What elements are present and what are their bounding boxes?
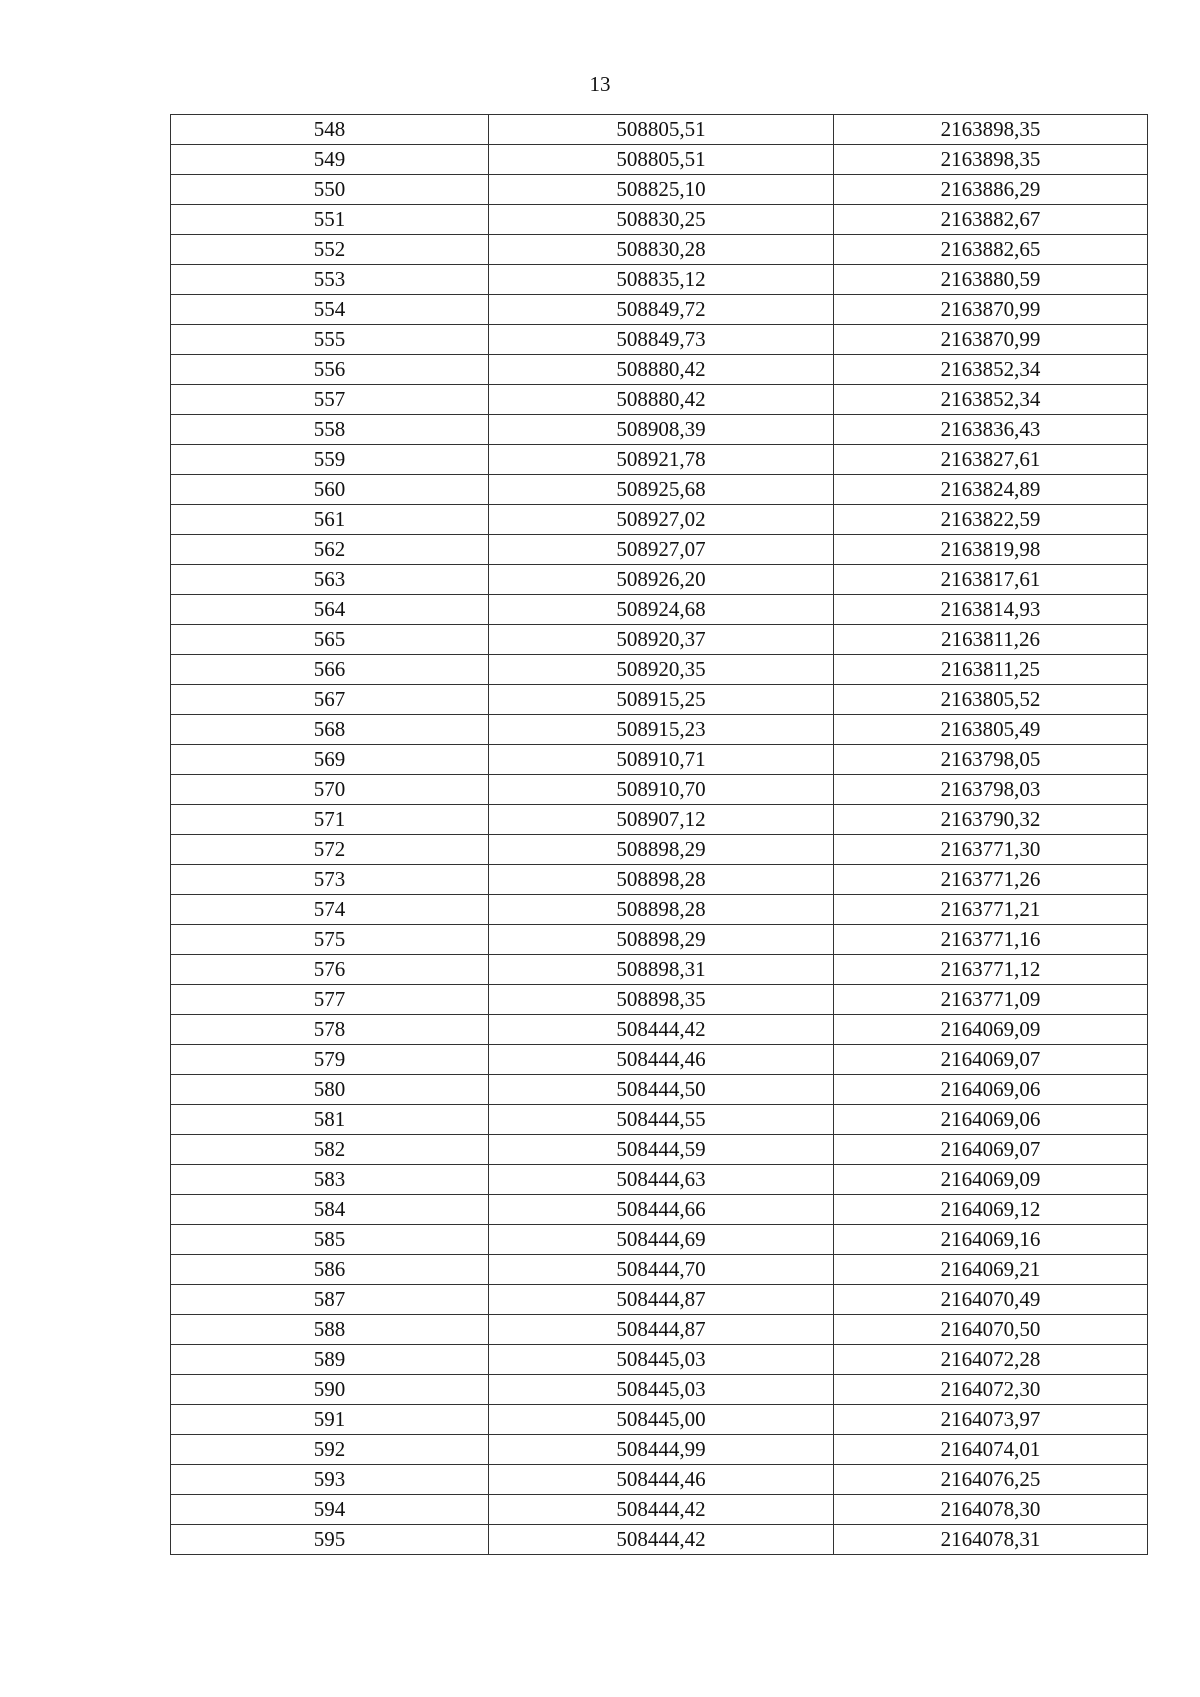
x-coordinate-cell: 508926,20: [489, 565, 834, 595]
point-number-cell: 552: [171, 235, 489, 265]
point-number-cell: 589: [171, 1345, 489, 1375]
x-coordinate-cell: 508908,39: [489, 415, 834, 445]
y-coordinate-cell: 2164070,50: [834, 1315, 1148, 1345]
x-coordinate-cell: 508898,28: [489, 895, 834, 925]
table-row: [171, 805, 1148, 835]
table-row: [171, 1525, 1148, 1555]
y-coordinate-cell: 2164074,01: [834, 1435, 1148, 1465]
table-row: [171, 1045, 1148, 1075]
x-coordinate-cell: 508444,42: [489, 1015, 834, 1045]
coordinates-table-body: [171, 115, 1148, 1555]
table-row: [171, 1465, 1148, 1495]
y-coordinate-cell: 2164072,28: [834, 1345, 1148, 1375]
point-number-cell: 554: [171, 295, 489, 325]
x-coordinate-cell: 508898,31: [489, 955, 834, 985]
table-row: [171, 625, 1148, 655]
point-number-cell: 585: [171, 1225, 489, 1255]
y-coordinate-cell: 2164078,30: [834, 1495, 1148, 1525]
point-number-cell: 548: [171, 115, 489, 145]
y-coordinate-cell: 2163852,34: [834, 355, 1148, 385]
y-coordinate-cell: 2164078,31: [834, 1525, 1148, 1555]
table-row: [171, 385, 1148, 415]
point-number-cell: 572: [171, 835, 489, 865]
table-row: [171, 505, 1148, 535]
y-coordinate-cell: 2163836,43: [834, 415, 1148, 445]
table-row: [171, 115, 1148, 145]
table-row: [171, 325, 1148, 355]
y-coordinate-cell: 2164069,09: [834, 1015, 1148, 1045]
x-coordinate-cell: 508444,69: [489, 1225, 834, 1255]
x-coordinate-cell: 508444,42: [489, 1495, 834, 1525]
point-number-cell: 578: [171, 1015, 489, 1045]
x-coordinate-cell: 508927,02: [489, 505, 834, 535]
y-coordinate-cell: 2164069,16: [834, 1225, 1148, 1255]
point-number-cell: 571: [171, 805, 489, 835]
y-coordinate-cell: 2163822,59: [834, 505, 1148, 535]
x-coordinate-cell: 508444,55: [489, 1105, 834, 1135]
y-coordinate-cell: 2163771,30: [834, 835, 1148, 865]
point-number-cell: 560: [171, 475, 489, 505]
table-row: [171, 145, 1148, 175]
page-number: 13: [589, 72, 611, 96]
point-number-cell: 562: [171, 535, 489, 565]
x-coordinate-cell: 508880,42: [489, 355, 834, 385]
y-coordinate-cell: 2163771,26: [834, 865, 1148, 895]
y-coordinate-cell: 2163870,99: [834, 325, 1148, 355]
table-row: [171, 295, 1148, 325]
x-coordinate-cell: 508835,12: [489, 265, 834, 295]
point-number-cell: 577: [171, 985, 489, 1015]
point-number-cell: 576: [171, 955, 489, 985]
x-coordinate-cell: 508445,03: [489, 1375, 834, 1405]
y-coordinate-cell: 2163882,67: [834, 205, 1148, 235]
table-row: [171, 925, 1148, 955]
x-coordinate-cell: 508924,68: [489, 595, 834, 625]
x-coordinate-cell: 508444,46: [489, 1465, 834, 1495]
x-coordinate-cell: 508849,72: [489, 295, 834, 325]
x-coordinate-cell: 508921,78: [489, 445, 834, 475]
point-number-cell: 586: [171, 1255, 489, 1285]
y-coordinate-cell: 2164069,07: [834, 1135, 1148, 1165]
coordinates-table: [170, 114, 1148, 1555]
point-number-cell: 555: [171, 325, 489, 355]
x-coordinate-cell: 508445,03: [489, 1345, 834, 1375]
y-coordinate-cell: 2164069,07: [834, 1045, 1148, 1075]
point-number-cell: 595: [171, 1525, 489, 1555]
point-number-cell: 587: [171, 1285, 489, 1315]
point-number-cell: 549: [171, 145, 489, 175]
x-coordinate-cell: 508915,25: [489, 685, 834, 715]
point-number-cell: 591: [171, 1405, 489, 1435]
x-coordinate-cell: 508830,28: [489, 235, 834, 265]
table-row: [171, 865, 1148, 895]
y-coordinate-cell: 2163870,99: [834, 295, 1148, 325]
table-row: [171, 565, 1148, 595]
table-row: [171, 1165, 1148, 1195]
table-row: [171, 1255, 1148, 1285]
table-row: [171, 205, 1148, 235]
table-row: [171, 1375, 1148, 1405]
x-coordinate-cell: 508444,66: [489, 1195, 834, 1225]
point-number-cell: 563: [171, 565, 489, 595]
x-coordinate-cell: 508444,59: [489, 1135, 834, 1165]
table-row: [171, 175, 1148, 205]
y-coordinate-cell: 2163771,09: [834, 985, 1148, 1015]
x-coordinate-cell: 508880,42: [489, 385, 834, 415]
point-number-cell: 550: [171, 175, 489, 205]
point-number-cell: 553: [171, 265, 489, 295]
table-row: [171, 235, 1148, 265]
table-row: [171, 985, 1148, 1015]
x-coordinate-cell: 508920,35: [489, 655, 834, 685]
x-coordinate-cell: 508910,71: [489, 745, 834, 775]
y-coordinate-cell: 2163824,89: [834, 475, 1148, 505]
x-coordinate-cell: 508444,46: [489, 1045, 834, 1075]
table-row: [171, 595, 1148, 625]
x-coordinate-cell: 508898,28: [489, 865, 834, 895]
y-coordinate-cell: 2164072,30: [834, 1375, 1148, 1405]
y-coordinate-cell: 2163898,35: [834, 115, 1148, 145]
y-coordinate-cell: 2163771,12: [834, 955, 1148, 985]
y-coordinate-cell: 2163798,05: [834, 745, 1148, 775]
x-coordinate-cell: 508445,00: [489, 1405, 834, 1435]
point-number-cell: 561: [171, 505, 489, 535]
y-coordinate-cell: 2163827,61: [834, 445, 1148, 475]
point-number-cell: 580: [171, 1075, 489, 1105]
point-number-cell: 557: [171, 385, 489, 415]
table-row: [171, 265, 1148, 295]
table-row: [171, 1315, 1148, 1345]
x-coordinate-cell: 508910,70: [489, 775, 834, 805]
table-row: [171, 1105, 1148, 1135]
y-coordinate-cell: 2163852,34: [834, 385, 1148, 415]
point-number-cell: 567: [171, 685, 489, 715]
x-coordinate-cell: 508444,63: [489, 1165, 834, 1195]
point-number-cell: 592: [171, 1435, 489, 1465]
table-row: [171, 1285, 1148, 1315]
table-row: [171, 445, 1148, 475]
table-row: [171, 955, 1148, 985]
y-coordinate-cell: 2164076,25: [834, 1465, 1148, 1495]
point-number-cell: 583: [171, 1165, 489, 1195]
table-row: [171, 1405, 1148, 1435]
table-row: [171, 1225, 1148, 1255]
y-coordinate-cell: 2163882,65: [834, 235, 1148, 265]
table-row: [171, 895, 1148, 925]
point-number-cell: 564: [171, 595, 489, 625]
table-row: [171, 775, 1148, 805]
x-coordinate-cell: 508849,73: [489, 325, 834, 355]
point-number-cell: 565: [171, 625, 489, 655]
y-coordinate-cell: 2164069,21: [834, 1255, 1148, 1285]
point-number-cell: 588: [171, 1315, 489, 1345]
x-coordinate-cell: 508927,07: [489, 535, 834, 565]
table-row: [171, 535, 1148, 565]
x-coordinate-cell: 508907,12: [489, 805, 834, 835]
table-row: [171, 1135, 1148, 1165]
y-coordinate-cell: 2163886,29: [834, 175, 1148, 205]
point-number-cell: 570: [171, 775, 489, 805]
point-number-cell: 582: [171, 1135, 489, 1165]
y-coordinate-cell: 2164069,06: [834, 1105, 1148, 1135]
y-coordinate-cell: 2163898,35: [834, 145, 1148, 175]
y-coordinate-cell: 2163811,26: [834, 625, 1148, 655]
x-coordinate-cell: 508920,37: [489, 625, 834, 655]
y-coordinate-cell: 2164070,49: [834, 1285, 1148, 1315]
point-number-cell: 568: [171, 715, 489, 745]
point-number-cell: 559: [171, 445, 489, 475]
y-coordinate-cell: 2163817,61: [834, 565, 1148, 595]
table-row: [171, 835, 1148, 865]
table-row: [171, 1075, 1148, 1105]
y-coordinate-cell: 2163811,25: [834, 655, 1148, 685]
y-coordinate-cell: 2163814,93: [834, 595, 1148, 625]
table-row: [171, 1195, 1148, 1225]
x-coordinate-cell: 508898,29: [489, 925, 834, 955]
y-coordinate-cell: 2163798,03: [834, 775, 1148, 805]
point-number-cell: 579: [171, 1045, 489, 1075]
x-coordinate-cell: 508805,51: [489, 145, 834, 175]
point-number-cell: 584: [171, 1195, 489, 1225]
x-coordinate-cell: 508444,42: [489, 1525, 834, 1555]
x-coordinate-cell: 508444,87: [489, 1285, 834, 1315]
x-coordinate-cell: 508444,99: [489, 1435, 834, 1465]
y-coordinate-cell: 2163790,32: [834, 805, 1148, 835]
x-coordinate-cell: 508444,50: [489, 1075, 834, 1105]
table-row: [171, 715, 1148, 745]
point-number-cell: 593: [171, 1465, 489, 1495]
x-coordinate-cell: 508444,87: [489, 1315, 834, 1345]
point-number-cell: 551: [171, 205, 489, 235]
y-coordinate-cell: 2164069,09: [834, 1165, 1148, 1195]
point-number-cell: 590: [171, 1375, 489, 1405]
table-row: [171, 685, 1148, 715]
y-coordinate-cell: 2163805,52: [834, 685, 1148, 715]
point-number-cell: 556: [171, 355, 489, 385]
y-coordinate-cell: 2163805,49: [834, 715, 1148, 745]
x-coordinate-cell: 508444,70: [489, 1255, 834, 1285]
point-number-cell: 566: [171, 655, 489, 685]
x-coordinate-cell: 508805,51: [489, 115, 834, 145]
point-number-cell: 594: [171, 1495, 489, 1525]
point-number-cell: 581: [171, 1105, 489, 1135]
point-number-cell: 573: [171, 865, 489, 895]
x-coordinate-cell: 508898,29: [489, 835, 834, 865]
x-coordinate-cell: 508925,68: [489, 475, 834, 505]
y-coordinate-cell: 2163771,16: [834, 925, 1148, 955]
table-row: [171, 475, 1148, 505]
table-row: [171, 1345, 1148, 1375]
table-row: [171, 1435, 1148, 1465]
table-row: [171, 355, 1148, 385]
table-row: [171, 1015, 1148, 1045]
x-coordinate-cell: 508915,23: [489, 715, 834, 745]
table-row: [171, 745, 1148, 775]
y-coordinate-cell: 2164073,97: [834, 1405, 1148, 1435]
y-coordinate-cell: 2163819,98: [834, 535, 1148, 565]
table-row: [171, 415, 1148, 445]
table-row: [171, 655, 1148, 685]
y-coordinate-cell: 2164069,06: [834, 1075, 1148, 1105]
x-coordinate-cell: 508830,25: [489, 205, 834, 235]
point-number-cell: 558: [171, 415, 489, 445]
table-row: [171, 1495, 1148, 1525]
x-coordinate-cell: 508898,35: [489, 985, 834, 1015]
point-number-cell: 574: [171, 895, 489, 925]
y-coordinate-cell: 2163771,21: [834, 895, 1148, 925]
point-number-cell: 569: [171, 745, 489, 775]
point-number-cell: 575: [171, 925, 489, 955]
y-coordinate-cell: 2164069,12: [834, 1195, 1148, 1225]
y-coordinate-cell: 2163880,59: [834, 265, 1148, 295]
x-coordinate-cell: 508825,10: [489, 175, 834, 205]
